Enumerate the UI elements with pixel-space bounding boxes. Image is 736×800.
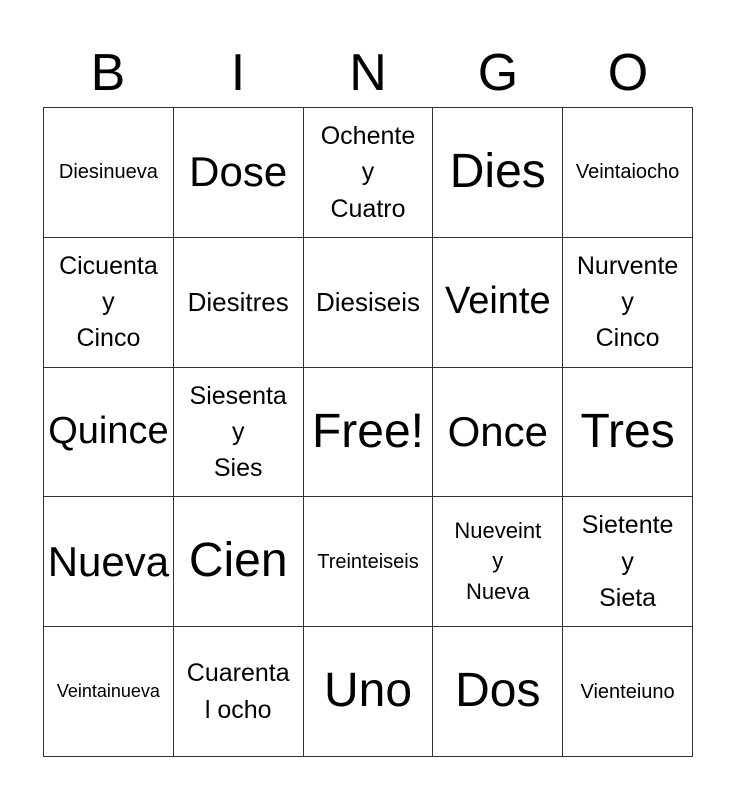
- cell-text: Nurvente y Cinco: [576, 251, 679, 353]
- cell-text: Nueveint y Nueva: [454, 517, 542, 605]
- free-space-label: Free!: [311, 404, 424, 458]
- bingo-cell[interactable]: [433, 368, 563, 498]
- cell-text: Cicuenta y Cinco: [59, 251, 158, 353]
- cell-text: Ochente y Cuatro: [320, 122, 416, 223]
- bingo-cell[interactable]: [563, 497, 693, 627]
- header-letter-b: B: [90, 44, 126, 102]
- cell-text: Nueva: [47, 537, 170, 585]
- cell-text: Dies: [449, 145, 546, 198]
- bingo-cell[interactable]: [304, 627, 434, 757]
- cell-text: Diesinueva: [58, 161, 158, 184]
- bingo-cell[interactable]: [433, 627, 563, 757]
- bingo-cell[interactable]: [563, 238, 693, 368]
- cell-text: Once: [447, 407, 548, 455]
- bingo-cell[interactable]: [304, 238, 434, 368]
- cell-text: Veintainueva: [56, 681, 160, 701]
- header-letter-g: G: [477, 44, 519, 102]
- cell-text: Quince: [48, 410, 169, 453]
- cell-text: Tres: [580, 404, 675, 458]
- cell-text: Dose: [189, 148, 288, 196]
- header-letter-i: I: [230, 44, 246, 102]
- bingo-cell[interactable]: [44, 108, 174, 238]
- cell-text: Cien: [188, 534, 288, 588]
- bingo-cell[interactable]: [304, 497, 434, 627]
- cell-text: Siesenta y Sies: [189, 381, 287, 483]
- cell-text: Veinte: [444, 280, 551, 323]
- cell-text: Vienteiuno: [580, 680, 675, 703]
- header-letter-n: N: [349, 44, 387, 102]
- bingo-cell[interactable]: [563, 108, 693, 238]
- bingo-cell[interactable]: [174, 627, 304, 757]
- cell-text: Dos: [455, 664, 541, 718]
- bingo-cell[interactable]: [44, 238, 174, 368]
- bingo-cell[interactable]: [44, 627, 174, 757]
- bingo-header: [43, 40, 693, 106]
- cell-text: Sietente y Sieta: [581, 511, 674, 612]
- cell-text: Treinteiseis: [317, 550, 419, 573]
- cell-text: Uno: [323, 664, 413, 718]
- cell-text: Diesitres: [187, 287, 289, 317]
- cell-text: Veintaiocho: [575, 161, 680, 184]
- bingo-cell[interactable]: [563, 627, 693, 757]
- bingo-cell[interactable]: [433, 238, 563, 368]
- bingo-cell[interactable]: [563, 368, 693, 498]
- cell-text: Diesiseis: [315, 287, 420, 317]
- bingo-cell[interactable]: [44, 497, 174, 627]
- free-space-cell[interactable]: [304, 368, 434, 498]
- bingo-cell[interactable]: [174, 497, 304, 627]
- bingo-cell[interactable]: [44, 368, 174, 498]
- bingo-cell[interactable]: [174, 108, 304, 238]
- bingo-cell[interactable]: [174, 368, 304, 498]
- bingo-grid: [43, 107, 693, 757]
- bingo-cell[interactable]: [304, 108, 434, 238]
- cell-text: Cuarenta l ocho: [186, 659, 290, 724]
- bingo-cell[interactable]: [433, 108, 563, 238]
- bingo-cell[interactable]: [433, 497, 563, 627]
- header-letter-o: O: [607, 44, 649, 102]
- bingo-cell[interactable]: [174, 238, 304, 368]
